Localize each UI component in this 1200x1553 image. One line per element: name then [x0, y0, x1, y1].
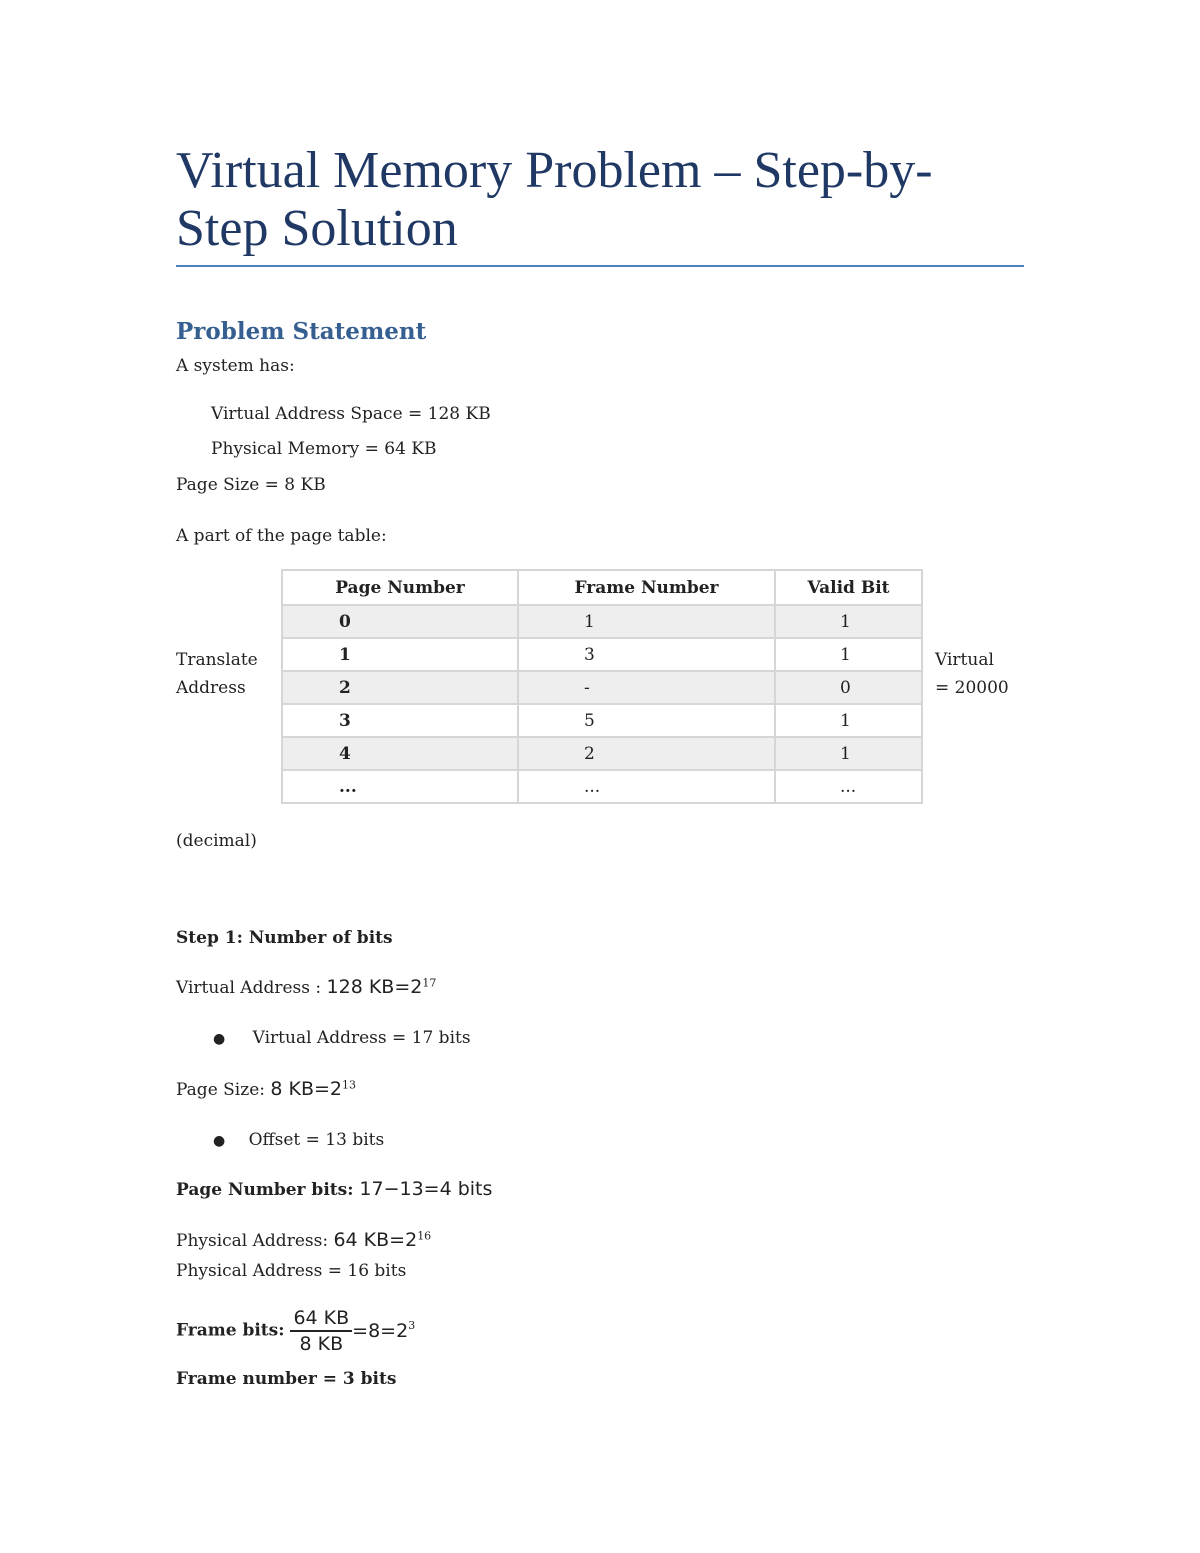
- side-label-value: = 20000: [935, 678, 1009, 698]
- cell-frame: -: [518, 671, 775, 704]
- table-row: [282, 638, 922, 671]
- bullet-icon: ●: [213, 1133, 226, 1149]
- frame-bits-fraction: [290, 1306, 352, 1356]
- spec-page-size: Page Size = 8 KB: [176, 475, 326, 495]
- side-label-virtual: Virtual: [935, 650, 994, 670]
- offset-bullet-item: [213, 1129, 384, 1152]
- pa-exponent: 16: [417, 1229, 432, 1243]
- table-header-row: [282, 570, 922, 605]
- physical-address-bits: Physical Address = 16 bits: [176, 1261, 407, 1281]
- table-row: [282, 704, 922, 737]
- step1-heading: Step 1: Number of bits: [176, 928, 393, 948]
- table-row: [282, 605, 922, 638]
- ps-expression: 8 KB=2: [270, 1078, 343, 1100]
- cell-page: 1: [282, 638, 518, 671]
- va-bullet-item: [213, 1027, 471, 1050]
- fb-expression: =8=2: [352, 1320, 409, 1342]
- table-row: [282, 671, 922, 704]
- problem-heading: Problem Statement: [176, 318, 427, 345]
- ps-exponent: 13: [342, 1078, 357, 1092]
- va-label: Virtual Address :: [176, 978, 327, 998]
- table-row: [282, 770, 922, 803]
- cell-page: 2: [282, 671, 518, 704]
- cell-valid: ...: [775, 770, 922, 803]
- document-title: Virtual Memory Problem – Step-by-Step Solution: [176, 142, 933, 257]
- cell-valid: 1: [775, 605, 922, 638]
- spec-virtual-space: Virtual Address Space = 128 KB: [211, 404, 491, 424]
- offset-bullet-text: Offset = 13 bits: [248, 1130, 385, 1150]
- page-table: [281, 569, 923, 804]
- frame-number-bits: Frame number = 3 bits: [176, 1369, 397, 1389]
- cell-valid: 1: [775, 737, 922, 770]
- cell-page: 3: [282, 704, 518, 737]
- side-label-address: Address: [176, 678, 246, 698]
- side-label-translate: Translate: [176, 650, 258, 670]
- table-intro: A part of the page table:: [176, 526, 387, 546]
- cell-page: 0: [282, 605, 518, 638]
- page-size-line: [176, 1078, 356, 1101]
- page-number-bits-line: [176, 1178, 492, 1201]
- fb-label: Frame bits:: [176, 1320, 291, 1341]
- cell-valid: 1: [775, 638, 922, 671]
- problem-intro: A system has:: [176, 356, 295, 376]
- pa-label: Physical Address:: [176, 1231, 334, 1251]
- cell-frame: 5: [518, 704, 775, 737]
- virtual-address-line: [176, 976, 436, 999]
- cell-frame: 3: [518, 638, 775, 671]
- title-underline: [176, 265, 1024, 267]
- header-valid-bit: Valid Bit: [775, 570, 922, 605]
- fraction-denominator: 8 KB: [299, 1333, 344, 1355]
- header-page-number: Page Number: [282, 570, 518, 605]
- spec-physical-memory: Physical Memory = 64 KB: [211, 439, 437, 459]
- cell-frame: 2: [518, 737, 775, 770]
- physical-address-line: [176, 1229, 431, 1252]
- cell-valid: 0: [775, 671, 922, 704]
- cell-page: 4: [282, 737, 518, 770]
- fb-exponent: 3: [408, 1318, 416, 1332]
- cell-page: ...: [282, 770, 518, 803]
- pn-expression: 17−13=4 bits: [359, 1178, 493, 1200]
- cell-frame: 1: [518, 605, 775, 638]
- bullet-icon: ●: [213, 1031, 226, 1047]
- ps-label: Page Size:: [176, 1080, 271, 1100]
- frame-bits-line: [176, 1306, 415, 1356]
- va-exponent: 17: [422, 976, 437, 990]
- cell-valid: 1: [775, 704, 922, 737]
- va-bullet-text: Virtual Address = 17 bits: [252, 1028, 471, 1048]
- cell-frame: ...: [518, 770, 775, 803]
- side-label-decimal: (decimal): [176, 831, 257, 851]
- table-row: [282, 737, 922, 770]
- header-frame-number: Frame Number: [518, 570, 775, 605]
- pa-expression: 64 KB=2: [333, 1229, 418, 1251]
- pn-label: Page Number bits:: [176, 1180, 360, 1200]
- fraction-numerator: 64 KB: [290, 1306, 352, 1332]
- va-expression: 128 KB=2: [326, 976, 423, 998]
